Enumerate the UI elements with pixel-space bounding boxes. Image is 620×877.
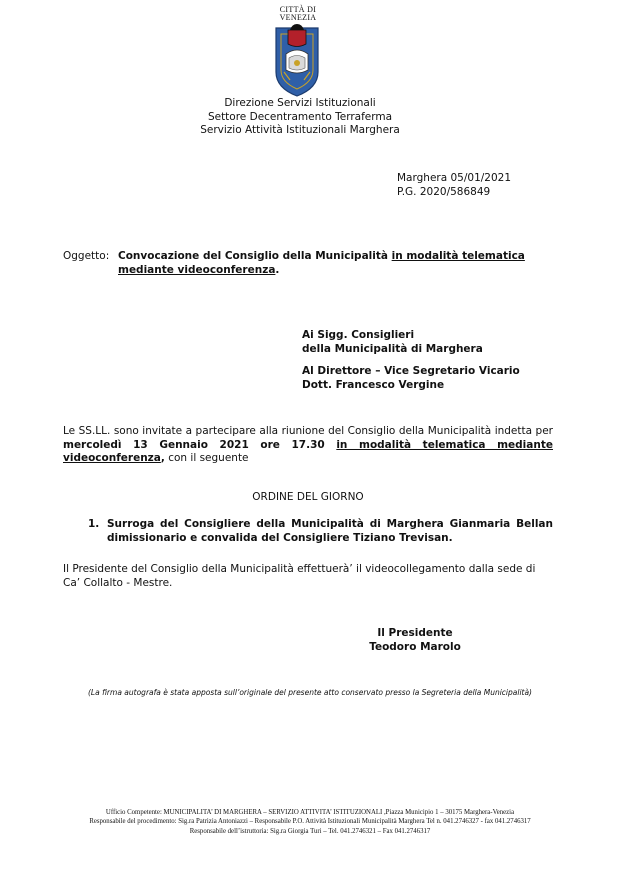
place-date: Marghera 05/01/2021 [397, 172, 512, 184]
dept-line1: Direzione Servizi Istituzionali [224, 97, 376, 109]
date-protocol-block [397, 172, 511, 199]
agenda-item-text: Surroga del Consigliere della Municipalità di Marghera Gianmaria Bellan dimissionario e convalida del Consigliere Tiziano Trevisan. [107, 518, 553, 544]
addressee-councillors: Ai Sigg. Consiglieri della Municipalità di Marghera [302, 329, 483, 355]
footer-line1: Ufficio Competente: MUNICIPALITA’ DI MARGHERA – SERVIZIO ATTIVITA’ ISTITUZIONALI ,Piazza Municipio 1 – 30175 Marghera-Venezia [105, 809, 515, 816]
invitation-paragraph: Le SS.LL. sono invitate a partecipare alla riunione del Consiglio della Municipalità indetta per mercoledì 13 Gennaio 2021 ore 17.30 in modalità telematica mediante videoconferenza, con il seguente [63, 425, 553, 464]
footer-line3: Responsabile dell’istruttoria: Sig.ra Giorgia Turi – Tel. 041.2746321 – Fax 041.2746317 [189, 827, 431, 835]
subject-label: Oggetto: [63, 250, 110, 262]
signature-role: Il Presidente [377, 627, 453, 639]
footer-line2: Responsabile del procedimento: Sig.ra Patrizia Antoniazzi – Responsabile P.O. Attività Istituzionali Municipalità Marghera Tel n. 041.2746327 - fax 041.2746317 [89, 818, 531, 826]
agenda-item [88, 518, 553, 545]
office-footer [20, 808, 600, 836]
signature-note: (La firma autografa è stata apposta sull’originale del presente atto conservato presso la Segreteria della Municipalità) [88, 688, 532, 697]
city-logo-text [270, 6, 326, 22]
dept-line2: Settore Decentramento Terraferma [207, 110, 393, 123]
logo-text-line1: CITTÀ DI [279, 5, 317, 14]
agenda-heading: ORDINE DEL GIORNO [252, 491, 364, 503]
signature-name: Teodoro Marolo [369, 640, 461, 653]
addressee-director: Al Direttore – Vice Segretario Vicario Dott. Francesco Vergine [302, 365, 520, 391]
department-heading [180, 97, 420, 138]
dept-line3: Servizio Attività Istituzionali Marghera [200, 124, 400, 136]
subject-text: Convocazione del Consiglio della Municipalità in modalità telematica mediante videoconferenza. [118, 250, 525, 276]
city-crest-icon [270, 24, 324, 98]
signature-block [360, 627, 470, 654]
logo-text-line2: VENEZIA [279, 13, 317, 22]
agenda-item-number: 1. [88, 518, 100, 530]
protocol-number: P.G. 2020/586849 [397, 185, 491, 198]
closing-paragraph: Il Presidente del Consiglio della Municipalità effettuerà’ il videocollegamento dalla sede di Ca’ Collalto - Mestre. [63, 563, 536, 589]
